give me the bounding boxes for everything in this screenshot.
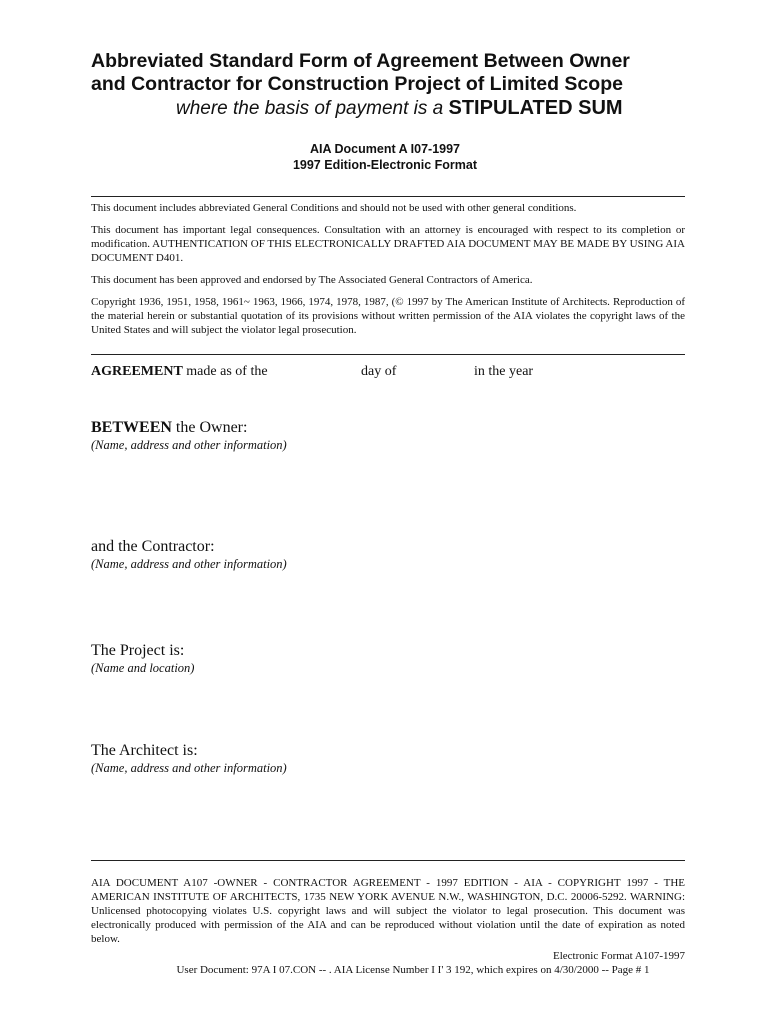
owner-heading bbox=[91, 418, 685, 437]
owner-heading-rest: the Owner: bbox=[171, 419, 248, 436]
notes-section bbox=[91, 201, 685, 345]
owner-section bbox=[91, 418, 685, 453]
agreement-label-bold: AGREEMENT bbox=[91, 364, 183, 379]
footer-format: Electronic Format A107-1997 bbox=[553, 950, 685, 962]
note-agc-approval: This document has been approved and endorsed by The Associated General Contractors of America. bbox=[91, 274, 533, 286]
project-heading: The Project is: bbox=[91, 642, 185, 659]
owner-heading-bold: BETWEEN bbox=[91, 419, 172, 436]
subtitle-italic: where the basis of payment is a bbox=[176, 98, 449, 119]
project-section bbox=[91, 641, 685, 676]
agreement-date-line bbox=[91, 364, 685, 384]
architect-heading: The Architect is: bbox=[91, 742, 198, 759]
top-divider bbox=[91, 196, 685, 197]
contractor-heading: and the Contractor: bbox=[91, 538, 215, 555]
footer-divider bbox=[91, 860, 685, 861]
agreement-label-rest: made as of the bbox=[182, 364, 268, 379]
document-id-block bbox=[230, 141, 540, 173]
note-general-conditions: This document includes abbreviated General Conditions and should not be used with other general conditions. bbox=[91, 202, 577, 214]
footer-user-line: User Document: 97A I 07.CON -- . AIA License Number I I' 3 192, which expires on 4/30/2000 -- Page # 1 bbox=[176, 964, 650, 976]
contractor-section bbox=[91, 537, 685, 572]
title-line-2: and Contractor for Construction Project of Limited Scope bbox=[91, 73, 623, 95]
subtitle-bold: STIPULATED SUM bbox=[448, 97, 623, 119]
footer-notice: AIA DOCUMENT A107 -OWNER - CONTRACTOR AGREEMENT - 1997 EDITION - AIA - COPYRIGHT 1997 - THE AMERICAN INSTITUTE OF ARCHITECTS, 1735 NEW YORK AVENUE N.W., WASHINGTON, D.C. 20006-5292. WARNING: Unlicensed photocopying violates U.S. copyright laws and will subject the violator to legal prosecution. This document was electronically produced with permission of the AIA and can be reproduced without violation until the date of expiration as noted below. bbox=[91, 877, 685, 945]
title-line-1: Abbreviated Standard Form of Agreement Between Owner bbox=[91, 50, 630, 72]
notes-divider bbox=[91, 354, 685, 355]
owner-hint: (Name, address and other information) bbox=[91, 438, 287, 452]
document-subtitle bbox=[176, 97, 736, 120]
agreement-label bbox=[91, 364, 268, 380]
document-title bbox=[91, 50, 711, 96]
architect-hint: (Name, address and other information) bbox=[91, 761, 287, 775]
document-edition: 1997 Edition-Electronic Format bbox=[292, 158, 478, 172]
note-legal-consequences: This document has important legal consequences. Consultation with an attorney is encouraged with respect to its completion or modification. AUTHENTICATION OF THIS ELECTRONICALLY DRAFTED AIA DOCUMENT MAY BE MADE BY USING AIA DOCUMENT D401. bbox=[91, 224, 685, 264]
architect-section bbox=[91, 741, 685, 776]
day-of-label: day of bbox=[361, 364, 397, 379]
in-the-year-label: in the year bbox=[474, 364, 534, 379]
document-number: AIA Document A I07-1997 bbox=[309, 142, 461, 156]
project-hint: (Name and location) bbox=[91, 661, 195, 675]
contractor-hint: (Name, address and other information) bbox=[91, 557, 287, 571]
note-copyright: Copyright 1936, 1951, 1958, 1961~ 1963, 1966, 1974, 1978, 1987, (© 1997 by The American Institute of Architects. Reproduction of the material herein or substantial quotation of its provisions without written permission of the AIA violates the copyright laws of the United States and will subject the violator legal prosecution. bbox=[91, 296, 685, 336]
